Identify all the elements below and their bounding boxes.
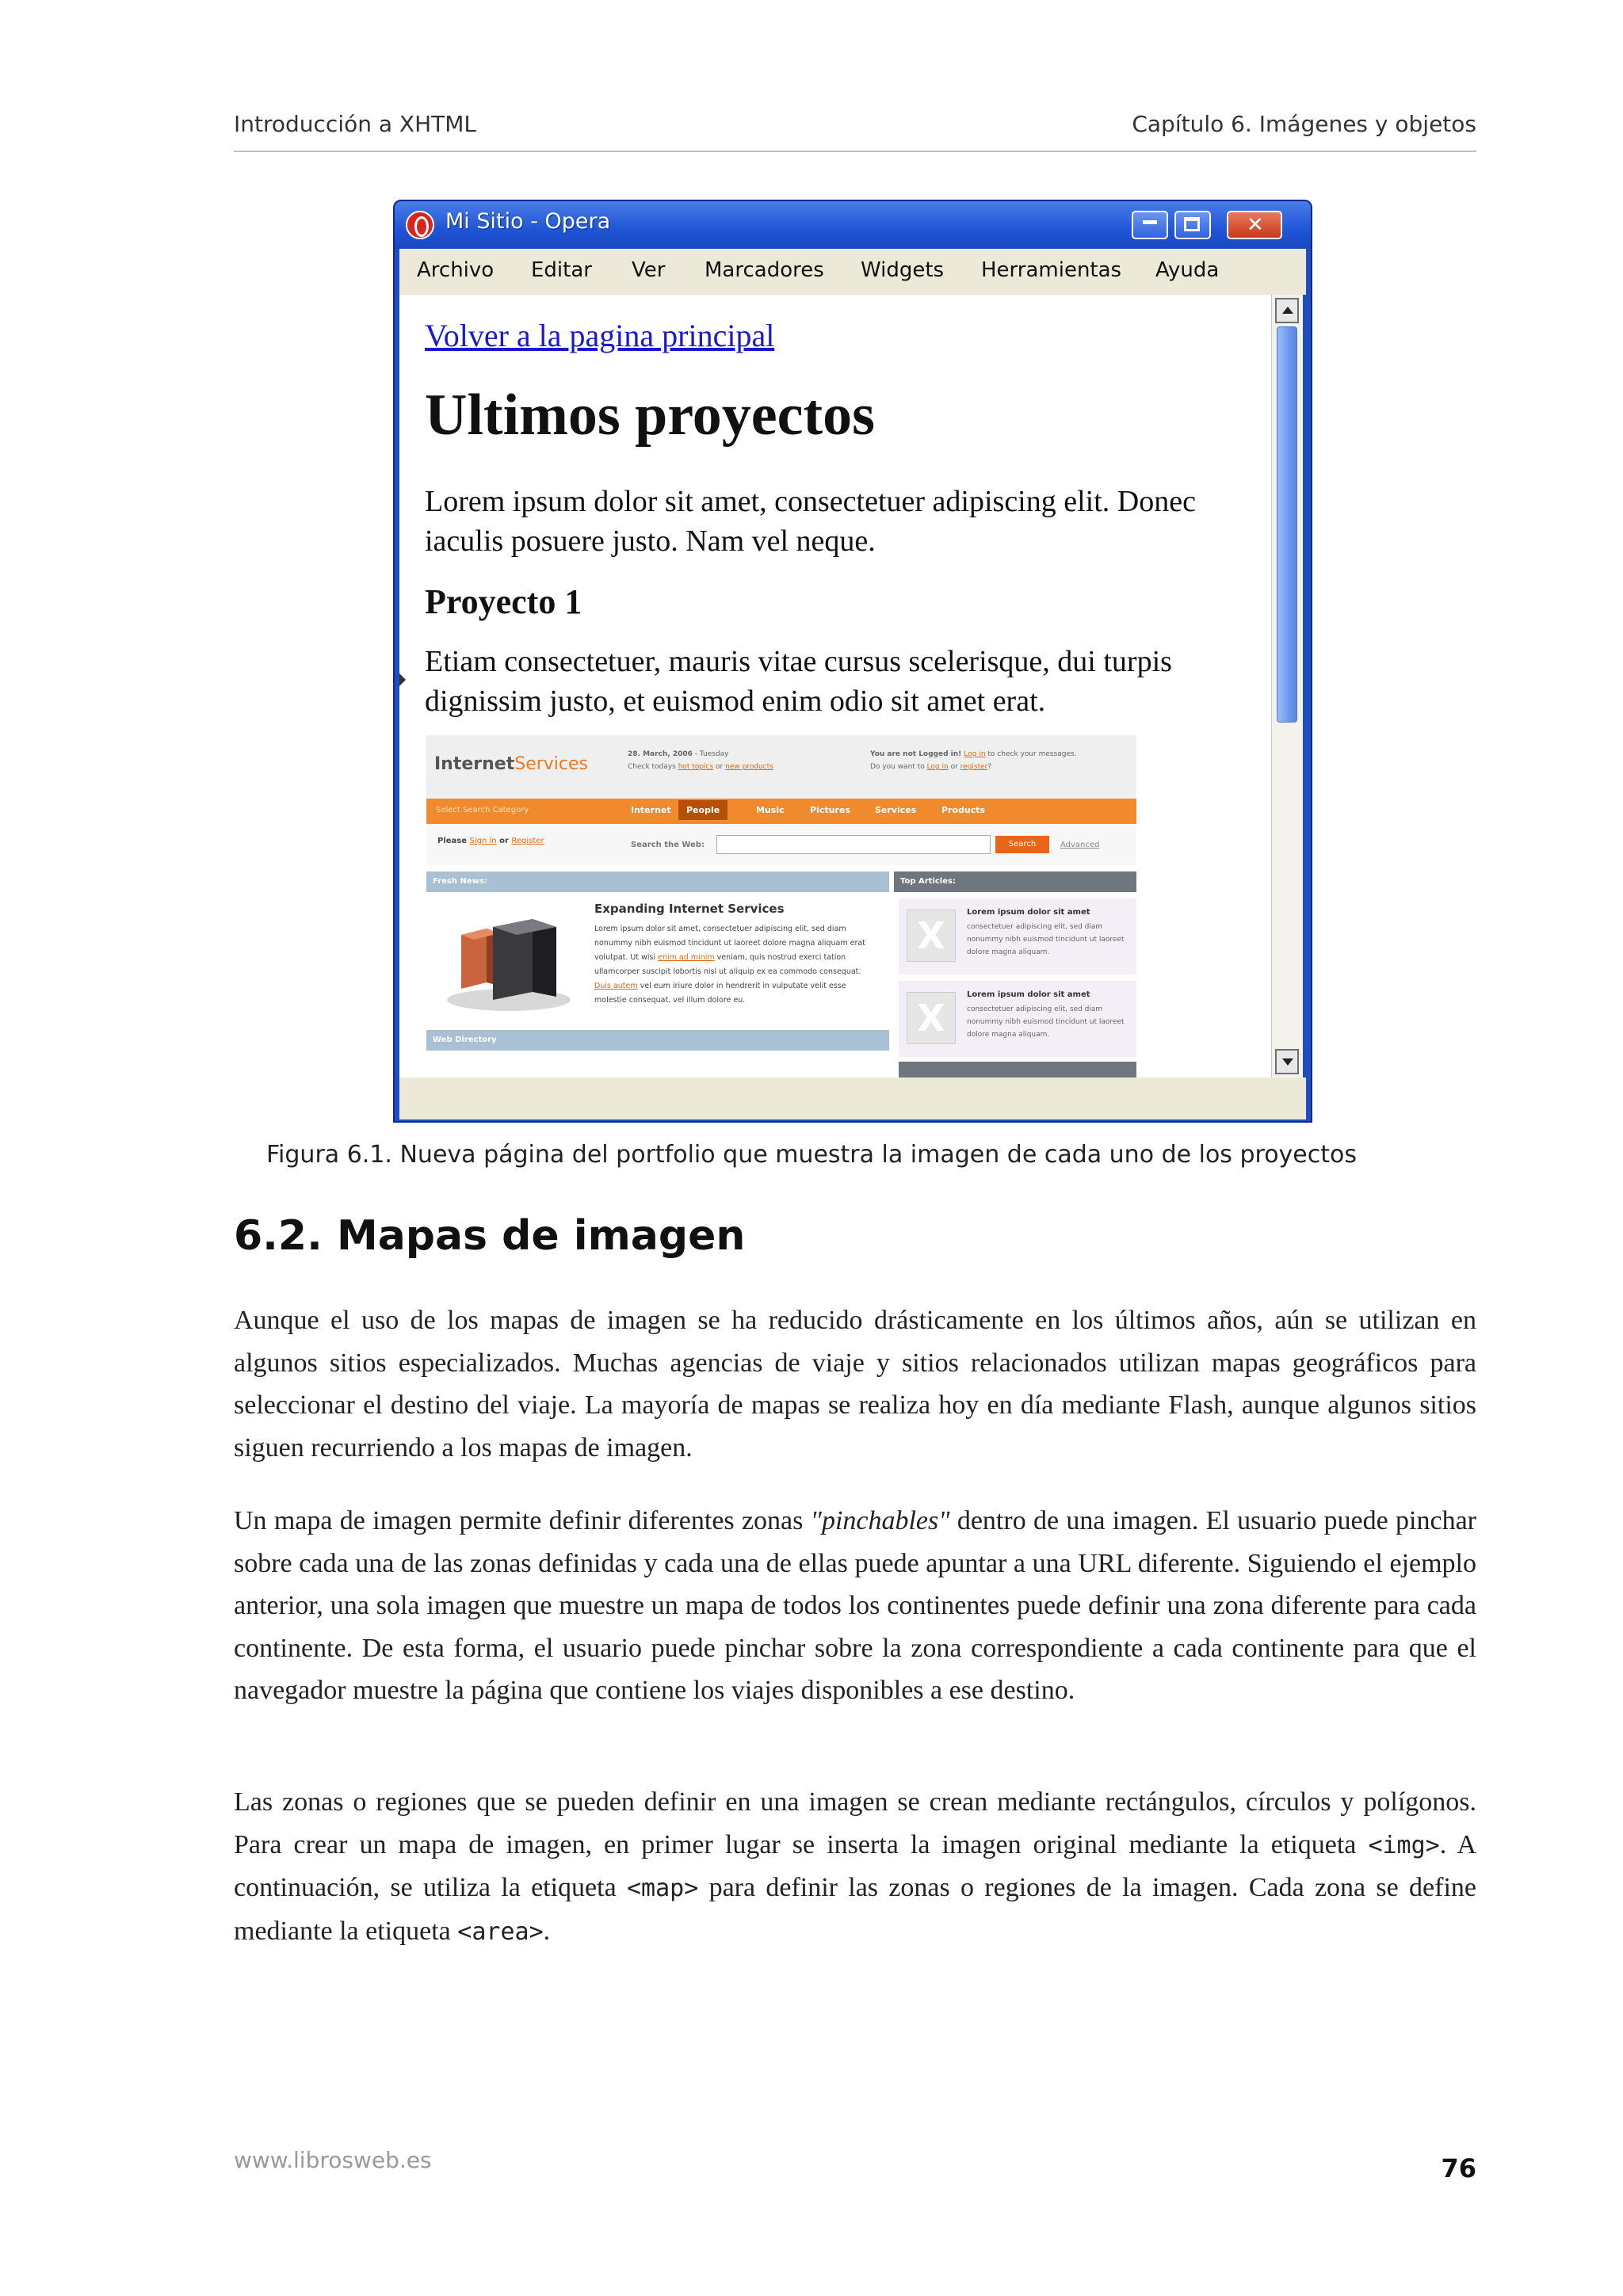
thumb-signin: [437, 837, 544, 845]
thumb-top-articles-label: Top Articles:: [900, 877, 956, 886]
thumb-login-link1: Log in: [964, 750, 986, 758]
code-img: <img>: [1368, 1831, 1440, 1859]
thumb-logo-a: Internet: [434, 754, 515, 774]
thumb-nav-pictures: Pictures: [810, 805, 850, 815]
placeholder-x-icon: X: [907, 910, 956, 962]
paragraph-2-a: Un mapa de imagen permite definir diferentes zonas: [234, 1506, 811, 1535]
close-button[interactable]: [1227, 211, 1282, 239]
thumb-nav-products: Products: [941, 805, 986, 815]
scroll-up-arrow-icon[interactable]: [1275, 298, 1299, 323]
menu-archivo[interactable]: Archivo: [417, 258, 495, 282]
thumb-date-line2-a: Check todays: [628, 763, 678, 771]
thumb-top-articles-bar: [894, 871, 1136, 892]
menu-bar: [399, 249, 1306, 295]
thumb-logo: [434, 754, 588, 774]
thumb-article-link1: enim ad minim: [658, 953, 715, 962]
thumb-article-link2: Duis autem: [594, 982, 638, 990]
thumb-dark-bar: [899, 1062, 1136, 1077]
thumb-date-text: 28. March, 2006: [628, 750, 693, 758]
code-map: <map>: [626, 1875, 699, 1902]
thumb-web-directory-label: Web Directory: [433, 1035, 497, 1044]
thumb-fresh-news-label: Fresh News:: [433, 877, 487, 886]
menu-editar[interactable]: Editar: [531, 258, 592, 282]
thumb-nav-internet: Internet: [631, 805, 671, 815]
thumb-advanced-link: Advanced: [1060, 841, 1100, 849]
thumb-article-text-b: veniam, quis nostrud exerci tation ullamcorper suscipit lobortis nisl ut aliquip ex ea commodo consequat.: [594, 953, 861, 976]
caret-icon: [399, 673, 406, 686]
thumb-search-label: Search the Web:: [631, 841, 705, 849]
thumb-fresh-news-bar: [426, 871, 889, 892]
placeholder-x-icon: X: [907, 992, 956, 1044]
thumb-register-link: register: [960, 763, 988, 771]
thumb-article-card: [899, 981, 1136, 1057]
thumb-date-line2-b: or: [713, 763, 726, 771]
thumb-nav-category: Select Search Category: [436, 806, 529, 814]
project-thumbnail-image: [426, 735, 1136, 1077]
scroll-thumb[interactable]: [1277, 326, 1297, 723]
thumb-article-text: [594, 922, 880, 1008]
project-paragraph: Etiam consectetuer, mauris vitae cursus scelerisque, dui turpis dignissim justo, et euismod enim odio sit amet erat.: [425, 645, 1172, 718]
menu-ayuda[interactable]: Ayuda: [1155, 258, 1220, 282]
menu-ver[interactable]: Ver: [632, 258, 666, 282]
back-home-link[interactable]: Volver a la pagina principal: [425, 318, 775, 353]
thumb-date: [628, 748, 802, 773]
thumb-nav-people: People: [678, 800, 727, 820]
thumb-logo-b: Services: [514, 754, 589, 774]
window-title: Mi Sitio - Opera: [445, 209, 611, 234]
window-titlebar[interactable]: [395, 201, 1311, 249]
thumb-new-products-link: new products: [725, 763, 773, 771]
paragraph-3-d: .: [543, 1916, 551, 1946]
status-bar: [399, 1077, 1306, 1119]
section-title: 6.2. Mapas de imagen: [234, 1212, 746, 1260]
thumb-card-text: consectetuer adipiscing elit, sed diam nonummy nibh euismod tincidunt ut laoreet dolore magna aliquam.: [967, 923, 1125, 956]
thumb-login: [870, 748, 1124, 773]
thumb-login-link2: Log in: [926, 763, 949, 771]
footer-site: www.librosweb.es: [234, 2147, 432, 2173]
thumb-login-e: ?: [987, 763, 992, 771]
thumb-article-text-a: Lorem ipsum dolor sit amet, consectetuer adipiscing elit, sed diam nonummy nibh euismod tincidunt ut laoreet dolore magna aliquam erat volutpat. Ut wisi: [594, 925, 865, 962]
thumb-card-text: consectetuer adipiscing elit, sed diam nonummy nibh euismod tincidunt ut laoreet dolore magna aliquam.: [967, 1005, 1125, 1039]
close-icon: ✕: [1247, 213, 1264, 237]
paragraph-2-em: "pinchables": [810, 1506, 950, 1535]
maximize-icon: [1184, 217, 1200, 231]
opera-logo-icon: [406, 211, 434, 239]
thumb-web-directory-bar: [426, 1030, 889, 1051]
thumb-search-input: [716, 835, 991, 854]
paragraph-3-c: para definir las zonas o regiones de la imagen. Cada zona se define mediante la etiqueta: [234, 1873, 1476, 1946]
thumb-login-b: to check your messages.: [985, 750, 1077, 758]
thumb-date-day: - Tuesday: [692, 750, 729, 758]
minimize-icon: [1143, 220, 1157, 224]
menu-widgets[interactable]: Widgets: [861, 258, 945, 282]
paragraph-2: [234, 1500, 1476, 1712]
paragraph-3-a: Las zonas o regiones que se pueden definir en una imagen se crean mediante rectángulos, círculos y polígonos. Para crear un mapa de imagen, en primer lugar se inserta la imagen original mediante la etiqueta: [234, 1787, 1476, 1859]
running-header-left: Introducción a XHTML: [234, 111, 477, 137]
page-number: 76: [1441, 2153, 1476, 2183]
thumb-article-card: [899, 898, 1136, 974]
thumb-login-a: You are not Logged in!: [870, 750, 964, 758]
paragraph-3: [234, 1781, 1476, 1953]
thumb-signin-link: Sign in: [469, 837, 497, 845]
project-heading: Proyecto 1: [425, 582, 582, 621]
paragraph-2-b: dentro de una imagen. El usuario puede pinchar sobre cada una de las zonas definidas y cada una de ellas puede apuntar a una URL diferente. Siguiendo el ejemplo anterior, una sola imagen que muestre un mapa de todos los continentes puede definir una zona diferente para cada continente. De esta forma, el usuario puede pinchar sobre la zona correspondiente a cada continente para que el navegador muestre la página que contiene los viajes disponibles a ese destino.: [234, 1506, 1476, 1705]
vertical-scrollbar[interactable]: [1271, 295, 1303, 1077]
running-header-right: Capítulo 6. Imágenes y objetos: [1132, 111, 1476, 137]
intro-paragraph: Lorem ipsum dolor sit amet, consectetuer adipiscing elit. Donec iaculis posuere justo. Nam vel neque.: [425, 485, 1196, 558]
browser-screenshot: [393, 200, 1312, 1123]
thumb-nav: [426, 799, 1136, 824]
menu-herramientas[interactable]: Herramientas: [981, 258, 1122, 282]
thumb-hot-topics-link: hot topics: [678, 763, 714, 771]
thumb-card-title: Lorem ipsum dolor sit amet: [967, 908, 1090, 917]
thumb-register2-link: Register: [511, 837, 544, 845]
thumb-or: or: [496, 837, 512, 845]
page-heading: Ultimos proyectos: [425, 383, 875, 448]
thumb-please: Please: [437, 837, 470, 845]
minimize-button[interactable]: [1132, 211, 1168, 239]
thumb-article-title: Expanding Internet Services: [594, 902, 785, 916]
thumb-card-title: Lorem ipsum dolor sit amet: [967, 990, 1090, 999]
thumb-login-c: Do you want to: [870, 763, 927, 771]
header-rule: [234, 151, 1476, 152]
maximize-button[interactable]: [1174, 211, 1211, 239]
paragraph-3-b: . A continuación, se utiliza la etiqueta: [234, 1829, 1476, 1902]
menu-marcadores[interactable]: Marcadores: [705, 258, 824, 282]
thumb-article-text-c: vel eum iriure dolor in hendrerit in vulputate velit esse molestie consequat, vel illum dolore eu.: [594, 982, 846, 1005]
figure-caption: Figura 6.1. Nueva página del portfolio que muestra la imagen de cada uno de los proyectos: [265, 1141, 1357, 1169]
paragraph-1: Aunque el uso de los mapas de imagen se ha reducido drásticamente en los últimos años, aún se utilizan en algunos sitios especializados. Muchas agencias de viaje y sitios relacionados utilizan mapas geográficos para seleccionar el destino del viaje. La mayoría de mapas se realiza hoy en día mediante Flash, aunque algunos sitios siguen recurriendo a los mapas de imagen.: [234, 1306, 1476, 1463]
thumb-nav-music: Music: [756, 805, 785, 815]
scroll-down-arrow-icon[interactable]: [1275, 1049, 1299, 1074]
code-area: <area>: [457, 1917, 544, 1946]
thumb-search-button: Search: [995, 836, 1049, 853]
thumb-cubes-image: [437, 903, 580, 1014]
page-viewport: [399, 295, 1271, 1077]
thumb-nav-services: Services: [875, 805, 917, 815]
thumb-login-d: or: [948, 763, 960, 771]
